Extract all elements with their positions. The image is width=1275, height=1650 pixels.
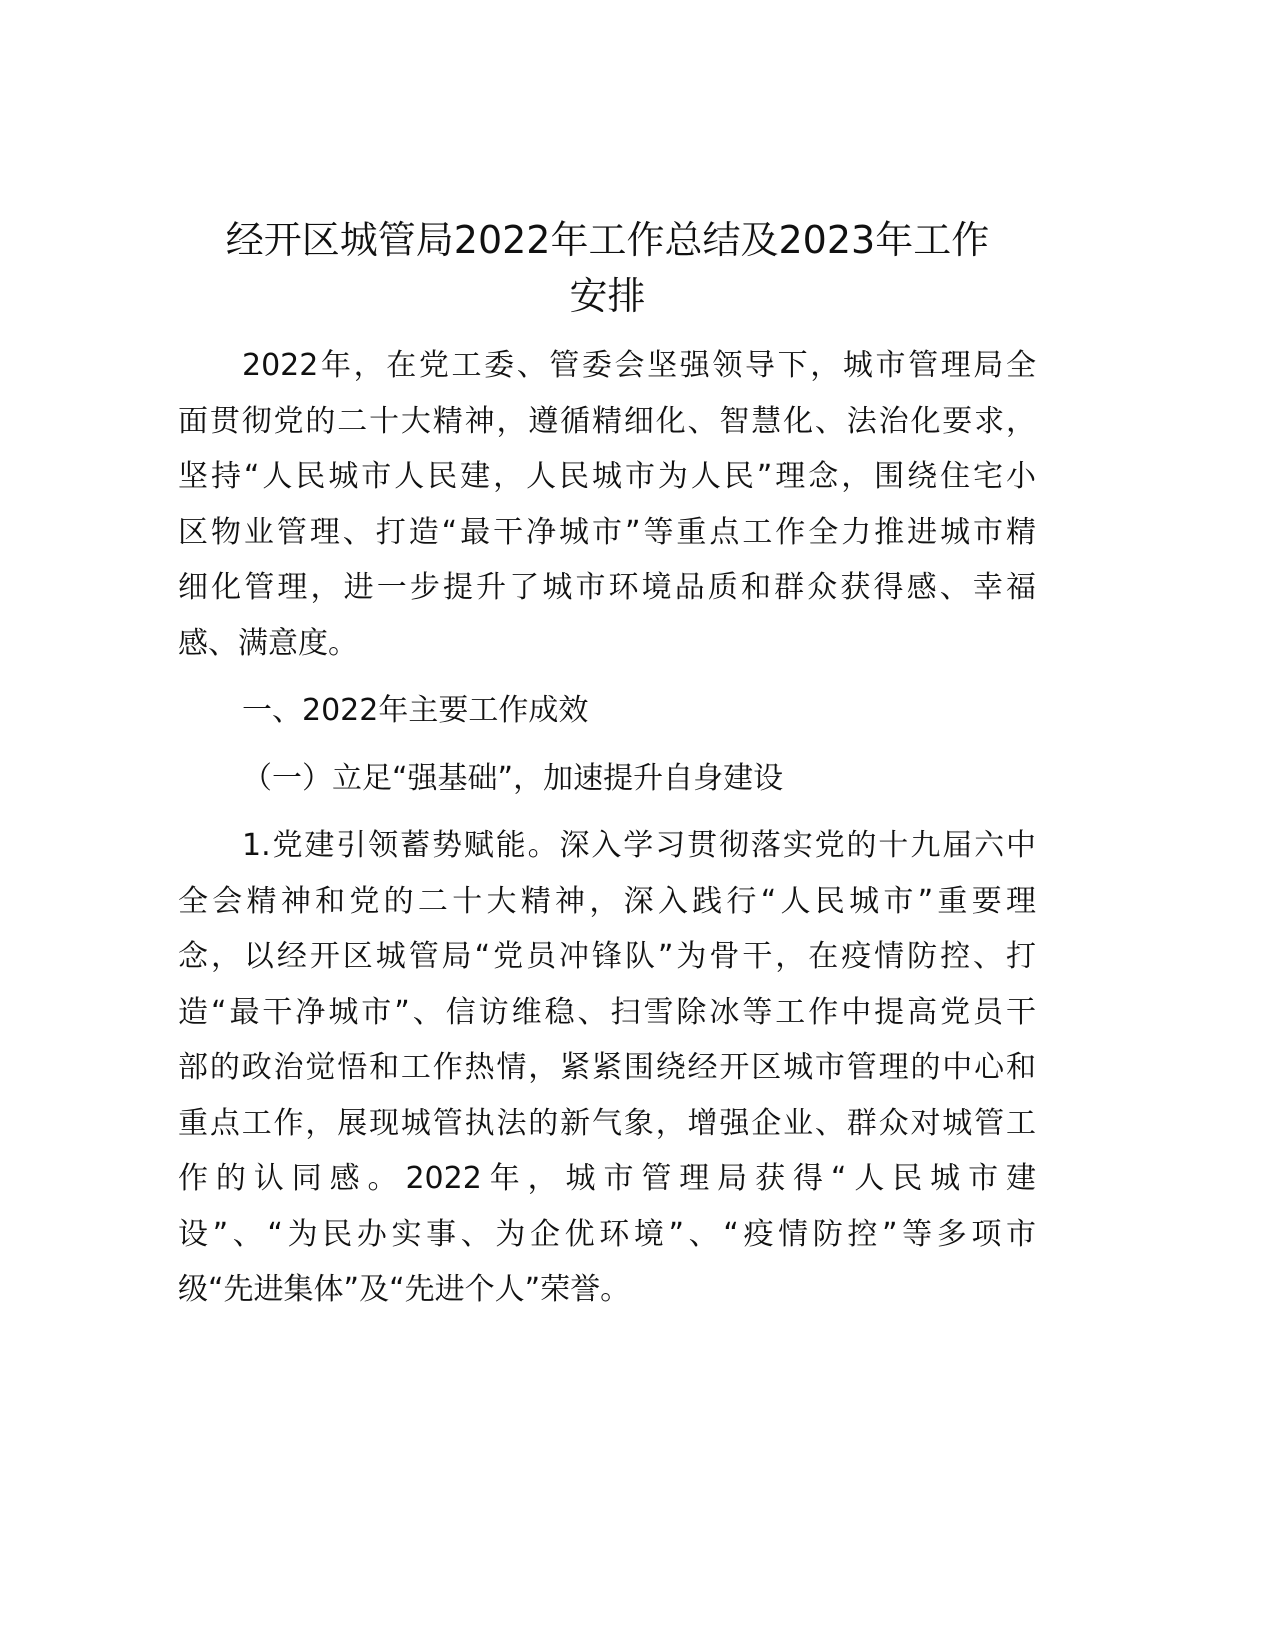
document-title (150, 212, 1065, 324)
paragraph-line: 坚持“人民城市人民建，人民城市为人民”理念，围绕住宅小 (178, 459, 1036, 494)
paragraph-line: 区物业管理、打造“最干净城市”等重点工作全力推进城市精 (178, 514, 1036, 550)
title-line-1: 经开区城管局2022年工作总结及2023年工作 (225, 218, 990, 262)
paragraph (178, 683, 1036, 739)
paragraph-line: 重点工作，展现城管执法的新气象，增强企业、群众对城管工 (178, 1105, 1036, 1141)
paragraph (178, 818, 1036, 1318)
paragraph-line: 1.党建引领蓄势赋能。深入学习贯彻落实党的十九届六中 (242, 828, 1036, 863)
paragraph-line: 2022年，在党工委、管委会坚强领导下，城市管理局全 (242, 348, 1036, 383)
paragraph-line: 细化管理，进一步提升了城市环境品质和群众获得感、幸福 (178, 570, 1036, 605)
paragraph-line: 作的认同感。2022年，城市管理局获得“人民城市建 (178, 1161, 1036, 1196)
paragraph-line: 感、满意度。 (178, 625, 358, 661)
paragraph (178, 338, 1036, 671)
title-line-2: 安排 (569, 274, 646, 318)
paragraph (178, 751, 1036, 807)
document-body (178, 338, 1036, 1330)
paragraph-line: 一、2022年主要工作成效 (242, 693, 589, 728)
paragraph-line: 级“先进集体”及“先进个人”荣誉。 (178, 1272, 631, 1307)
paragraph-line: 面贯彻党的二十大精神，遵循精细化、智慧化、法治化要求， (178, 403, 1036, 439)
paragraph-line: （一）立足“强基础”，加速提升自身建设 (242, 760, 784, 796)
paragraph-line: 部的政治觉悟和工作热情，紧紧围绕经开区城市管理的中心和 (178, 1050, 1036, 1085)
paragraph-line: 造“最干净城市”、信访维稳、扫雪除冰等工作中提高党员干 (178, 994, 1036, 1030)
paragraph-line: 全会精神和党的二十大精神，深入践行“人民城市”重要理 (178, 883, 1036, 919)
paragraph-line: 念，以经开区城管局“党员冲锋队”为骨干，在疫情防控、打 (178, 939, 1036, 974)
paragraph-line: 设”、“为民办实事、为企优环境”、“疫情防控”等多项市 (178, 1216, 1036, 1252)
